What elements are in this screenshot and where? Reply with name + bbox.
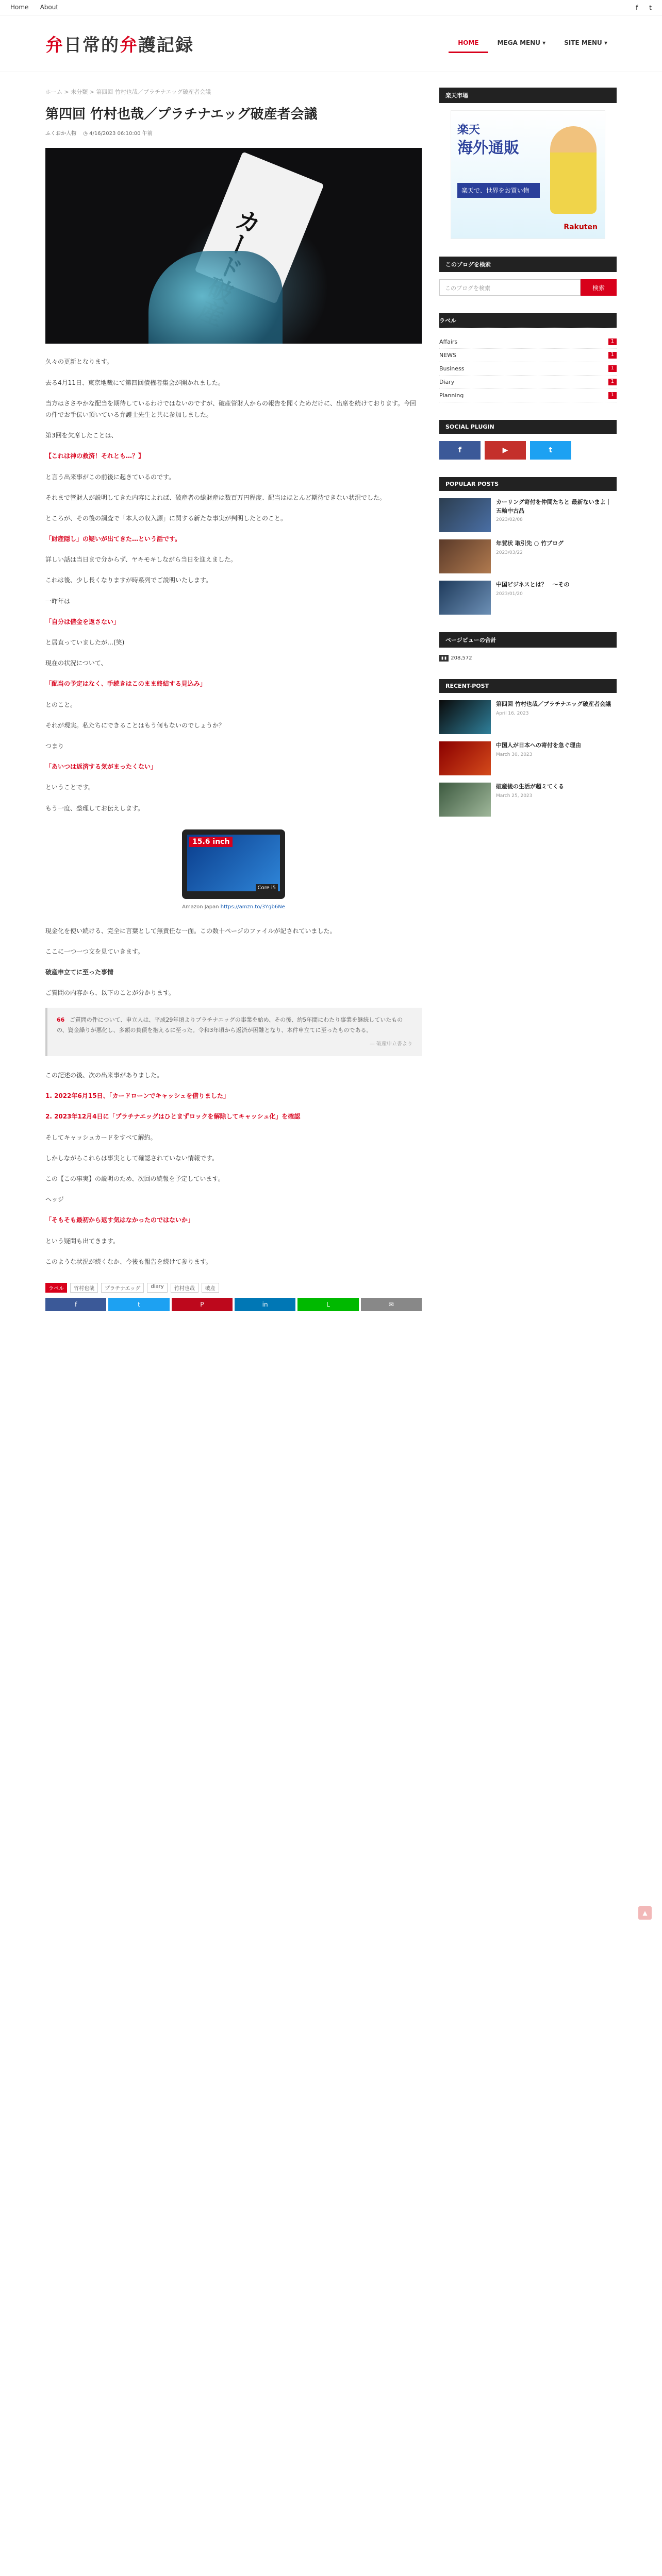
paragraph: 「配当の予定はなく、手続きはこのまま終結する見込み」: [45, 680, 206, 688]
paragraph: それまで管財人が説明してきた内容によれば、破産者の総財産は数百万円程度、配当はほとんど期待できない状況でした。: [45, 494, 386, 501]
widget-title: ページビューの合計: [439, 632, 617, 648]
popular-post[interactable]: [439, 581, 617, 615]
share-twitter-button[interactable]: t: [108, 1298, 169, 1311]
post-author[interactable]: ふくおか人物: [45, 131, 76, 137]
facebook-icon[interactable]: f: [636, 4, 638, 11]
page-title: 第四回 竹村也哉／プラチナエッグ破産者会議: [45, 107, 318, 122]
paragraph: 一昨年は: [45, 597, 71, 605]
share-line-button[interactable]: L: [297, 1298, 358, 1311]
post-date: ◷ 4/16/2023 06:10:00 午前: [83, 131, 153, 137]
paragraph: とのこと。: [45, 701, 77, 708]
post-date: 2023/03/22: [496, 550, 523, 555]
popular-post[interactable]: [439, 539, 617, 573]
popular-widget: [439, 477, 617, 615]
laptop-badge-size: 15.6 inch: [189, 837, 233, 847]
widget-title: このブログを検索: [439, 257, 617, 272]
label-item[interactable]: [439, 335, 617, 349]
post-title[interactable]: 年賀状 取引先 ○ 竹ブログ: [496, 540, 564, 547]
share-bar: [45, 1298, 422, 1311]
post-section: [45, 967, 422, 998]
twitter-button[interactable]: t: [530, 441, 571, 460]
labels-widget: [439, 313, 617, 402]
logo-part: 弁: [120, 35, 138, 56]
paragraph: 当方はささやかな配当を期待しているわけではないのですが、破産管財人からの報告を聞くためだけに、出席を続けております。今回の件でお手伝い頂いている弁護士先生と共に参加しました。: [45, 399, 417, 418]
logo-part: 弁: [45, 35, 64, 56]
view-count: 208,572: [451, 655, 472, 661]
paragraph: これは後、少し長くなりますが時系列でご説明いたします。: [45, 577, 212, 584]
post-title[interactable]: 中国人が日本への寄付を急ぐ理由: [496, 742, 581, 749]
tag[interactable]: diary: [147, 1283, 167, 1293]
post-title[interactable]: カーリング寄付を仲間たちと 最新ないまよ｜五輪中古品: [496, 499, 611, 514]
label-name: Diary: [439, 379, 455, 385]
blockquote: [45, 1008, 422, 1056]
post-thumbnail[interactable]: [439, 539, 491, 573]
label-count: 1: [608, 365, 617, 372]
tag[interactable]: 竹村也哉: [171, 1283, 198, 1293]
laptop-badge-cpu: Core i5: [256, 884, 278, 892]
paragraph: と居直っていましたが…(笑): [45, 639, 125, 647]
site-logo[interactable]: [45, 31, 194, 56]
amazon-ad[interactable]: [45, 829, 422, 910]
ad-link[interactable]: https://amzn.to/3Ygb6Ne: [220, 904, 285, 910]
breadcrumb[interactable]: ホーム > 未分類 > 第四回 竹村也哉／プラチナエッグ破産者会議: [45, 89, 211, 95]
paragraph: 1. 2022年6月15日、「カードローンでキャッシュを借りました」: [45, 1092, 230, 1100]
scroll-top-button[interactable]: ▲: [638, 1906, 652, 1920]
widget-title: ラベル: [439, 313, 617, 328]
paragraph: 「あいつは返済する気がまったくない」: [45, 763, 157, 771]
top-bar: [0, 0, 662, 15]
rakuten-ad[interactable]: [451, 110, 605, 239]
top-link-about[interactable]: About: [40, 4, 59, 11]
label-count: 1: [608, 379, 617, 385]
post-thumbnail[interactable]: [439, 783, 491, 817]
recent-post[interactable]: [439, 700, 617, 734]
paragraph: もう一度、整理してお伝えします。: [45, 804, 144, 812]
post-body-3: [45, 1070, 422, 1267]
counter-icon: ▮▮: [439, 655, 449, 662]
search-button[interactable]: 検索: [581, 279, 617, 296]
view-counter: [439, 655, 617, 662]
hero-hand: [148, 251, 283, 344]
main-nav: [449, 34, 617, 53]
post-date: April 16, 2023: [496, 710, 529, 716]
paragraph: そしてキャッシュカードをすべて解約。: [45, 1133, 157, 1141]
label-name: Business: [439, 365, 465, 372]
quote-icon: 66: [57, 1016, 65, 1024]
top-link-home[interactable]: Home: [10, 4, 29, 11]
nav-mega-menu[interactable]: MEGA MENU ▾: [497, 39, 546, 46]
paragraph: ヘッジ: [45, 1196, 64, 1204]
post-thumbnail[interactable]: [439, 498, 491, 532]
paragraph: 去る4月11日、東京地裁にて第四回債権者集会が開かれました。: [45, 379, 224, 386]
rakuten-person: [550, 126, 597, 214]
logo-part: 日常的: [64, 35, 120, 56]
rakuten-top: 楽天: [457, 124, 481, 137]
label-name: Affairs: [439, 338, 458, 345]
post-title[interactable]: 破産後の生活が超ミてくる: [496, 783, 564, 790]
top-social: [628, 4, 652, 11]
popular-post[interactable]: [439, 498, 617, 532]
post-date: 2023/01/20: [496, 591, 523, 597]
rakuten-logo: Rakuten: [564, 223, 598, 231]
post-date: March 30, 2023: [496, 752, 533, 757]
social-buttons: [439, 441, 617, 460]
post-title[interactable]: 第四回 竹村也哉／プラチナエッグ破産者会議: [496, 701, 611, 707]
paragraph: 第3回を欠席したことは、: [45, 432, 118, 439]
share-linkedin-button[interactable]: in: [235, 1298, 295, 1311]
tags-label: ラベル: [45, 1283, 67, 1293]
paragraph: しかしながらこれらは事実として確認されていない情報です。: [45, 1154, 219, 1162]
share-facebook-button[interactable]: f: [45, 1298, 106, 1311]
post-thumbnail[interactable]: [439, 700, 491, 734]
post-tags: [45, 1283, 422, 1293]
label-count: 1: [608, 338, 617, 345]
search-box: [439, 279, 617, 296]
ad-caption: [45, 904, 422, 910]
paragraph: 「自分は借金を返さない」: [45, 618, 120, 625]
ad-widget: [439, 88, 617, 239]
paragraph: 2. 2023年12月4日に「プラチナエッグはひとまずロックを解除してキャッシュ化」を確認: [45, 1113, 301, 1121]
rakuten-headline: 海外通販: [457, 139, 519, 157]
widget-title: SOCIAL PLUGIN: [439, 420, 617, 434]
quote-source: — 破産申立書より: [369, 1041, 412, 1047]
paragraph: この記述の後、次の出来事がありました。: [45, 1072, 163, 1079]
nav-site-menu[interactable]: SITE MENU ▾: [564, 39, 607, 46]
nav-home[interactable]: HOME: [449, 34, 488, 53]
widget-title: RECENT-POST: [439, 679, 617, 693]
label-item[interactable]: [439, 389, 617, 402]
facebook-button[interactable]: f: [439, 441, 481, 460]
label-item[interactable]: [439, 376, 617, 389]
paragraph: つまり: [45, 742, 64, 750]
label-item[interactable]: [439, 349, 617, 362]
paragraph: 「そもそも最初から返す気はなかったのではないか」: [45, 1216, 194, 1224]
widget-title: 楽天市場: [439, 88, 617, 103]
main-column: [45, 88, 422, 1311]
post-body: [45, 356, 422, 814]
recent-post[interactable]: [439, 741, 617, 775]
paragraph: 【これは神の救済！それとも…？】: [45, 452, 145, 460]
label-count: 1: [608, 392, 617, 399]
hero-image: [45, 148, 422, 344]
paragraph: と言う出来事がこの前後に起きているのです。: [45, 473, 175, 481]
label-count: 1: [608, 352, 617, 359]
ad-caption-prefix: Amazon Japan: [182, 904, 221, 910]
social-widget: [439, 420, 617, 460]
paragraph: 詳しい話は当日まで分からず、ヤキモキしながら当日を迎えました。: [45, 556, 237, 564]
youtube-button[interactable]: ▶: [485, 441, 526, 460]
tag[interactable]: 竹村也哉: [70, 1283, 98, 1293]
paragraph: 「財産隠し」の疑いが出てきた…という話です。: [45, 535, 181, 543]
search-widget: [439, 257, 617, 296]
paragraph: ところが、その後の調査で「本人の収入源」に関する新たな事実が判明したとのこと。: [45, 514, 287, 522]
post-title[interactable]: 中国ビジネスとは？ ～その: [496, 581, 570, 588]
laptop-image[interactable]: [182, 829, 285, 899]
paragraph: ということです。: [45, 784, 95, 791]
tag[interactable]: 破産: [202, 1283, 219, 1293]
section-heading: 破産申立てに至った事情: [45, 969, 114, 976]
paragraph: それが現実。私たちにできることはもう何もないのでしょうか？: [45, 721, 225, 729]
post-date: March 25, 2023: [496, 793, 533, 799]
paragraph: 久々の更新となります。: [45, 358, 113, 366]
widget-title: POPULAR POSTS: [439, 477, 617, 491]
paragraph: このような状況が続くなか、今後も報告を続けて参ります。: [45, 1258, 212, 1265]
post-thumbnail[interactable]: [439, 581, 491, 615]
logo-part: 護記録: [138, 35, 194, 56]
label-name: Planning: [439, 392, 464, 399]
sidebar: [439, 88, 617, 1311]
site-header: [0, 15, 662, 72]
post-meta: [45, 129, 422, 137]
quote-text: ご質問の件について、申立人は、平成29年頃よりプラチナエッグの事業を始め、その後、約5年間にわたり事業を継続していたものの、資金繰りが悪化し、多額の負債を抱えるに至った。令和3年頃から返済が困難となり、本件申立てに至ったものである。: [57, 1016, 403, 1034]
paragraph: 現金化を使い続ける、完全に言葉として無責任な一面。この数十ページのファイルが記されていました。: [45, 927, 336, 935]
post-body-2: [45, 925, 422, 957]
views-widget: [439, 632, 617, 662]
paragraph: この【この事実】の説明のため、次回の続報を予定しています。: [45, 1175, 224, 1182]
label-item[interactable]: [439, 362, 617, 376]
search-input[interactable]: このブログを検索: [439, 279, 581, 296]
paragraph: 現在の状況について、: [45, 659, 107, 667]
tag[interactable]: プラチナエッグ: [101, 1283, 144, 1293]
rakuten-sub: 楽天で、世界をお買い物: [457, 183, 540, 198]
post-date: 2023/02/08: [496, 517, 523, 522]
paragraph: という疑問も出てきます。: [45, 1237, 120, 1245]
share-mail-button[interactable]: ✉: [361, 1298, 422, 1311]
twitter-icon[interactable]: t: [649, 4, 652, 11]
post-thumbnail[interactable]: [439, 741, 491, 775]
recent-post[interactable]: [439, 783, 617, 817]
share-pinterest-button[interactable]: P: [172, 1298, 233, 1311]
paragraph: ここに一つ一つ文を見ていきます。: [45, 947, 144, 955]
top-links: [10, 4, 68, 11]
label-name: NEWS: [439, 352, 457, 359]
recent-widget: [439, 679, 617, 817]
section-sub: ご質問の内容から、以下のことが分かります。: [45, 989, 175, 997]
content-wrap: [45, 72, 617, 1311]
